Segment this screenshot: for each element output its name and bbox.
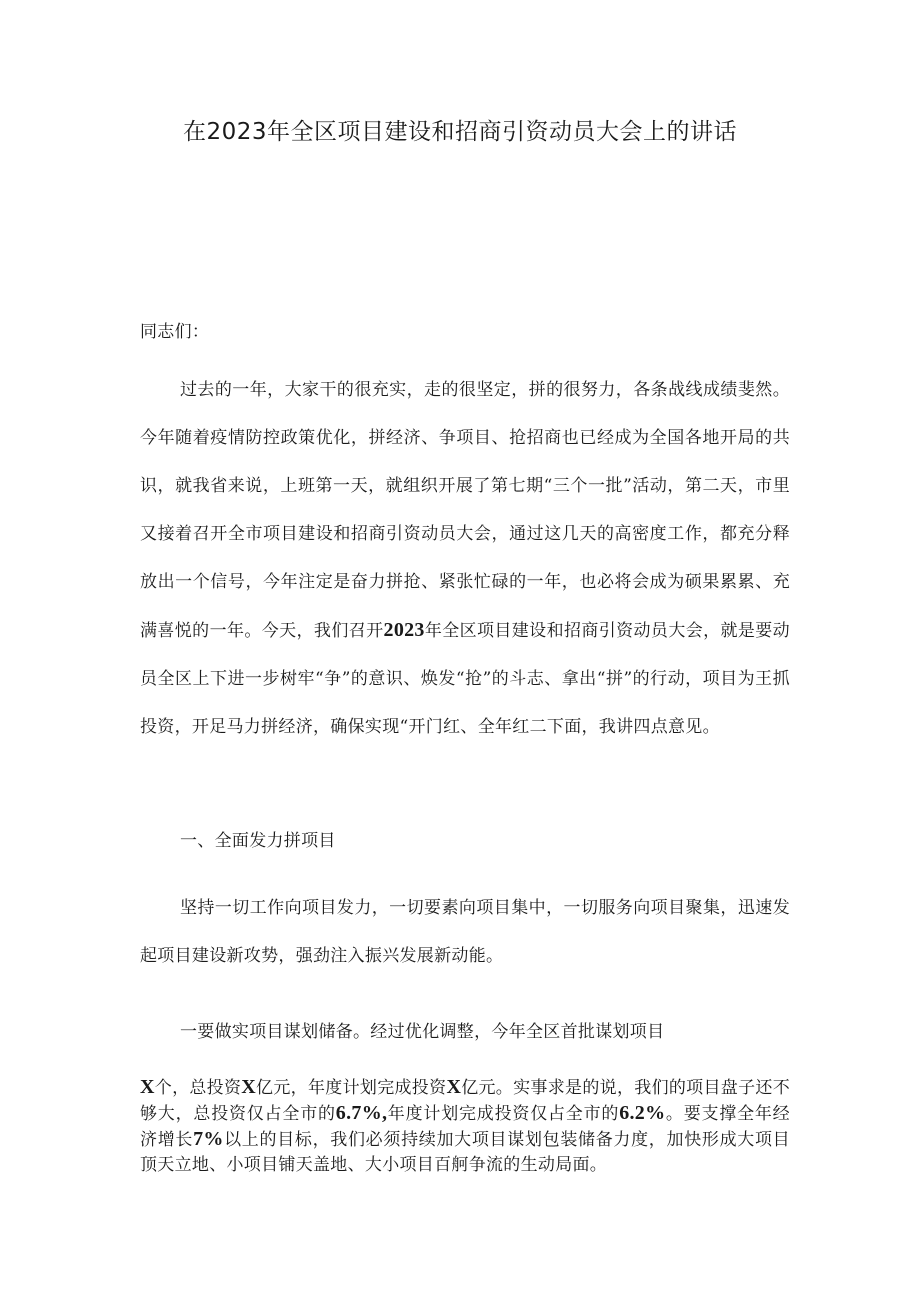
share-total-percent: 6.7%, [335, 1102, 388, 1124]
section-heading-1: 一、全面发力拼项目 [180, 831, 336, 851]
text-segment: 以上的目标，我们必须持续加大项目谋划包装储备力度，加快形成大项目顶天立地、小项目铺天盖地、大小项目百舸争流的生动局面。 [140, 1130, 790, 1175]
text-segment: 亿元，年度计划完成投资 [256, 1078, 447, 1098]
growth-target-percent: 7% [193, 1128, 224, 1150]
paragraph-section-1: 坚持一切工作向项目发力，一切要素向项目集中，一切服务向项目聚集，迅速发起项目建设新攻势，强劲注入振兴发展新动能。 [140, 898, 790, 966]
annual-investment-x: X [446, 1076, 462, 1098]
year-number: 2023 [383, 619, 425, 641]
text-segment: 。要支撑全年经济增长 [140, 1104, 790, 1150]
document-title: 在2023年全区项目建设和招商引资动员大会上的讲话 [182, 119, 738, 145]
paragraph-project-lead: 一要做实项目谋划储备。经过优化调整，今年全区首批谋划项目 [180, 1022, 665, 1042]
text-segment: 年度计划完成投资仅占全市的 [387, 1104, 620, 1124]
paragraph-project-body [140, 1075, 790, 1178]
paragraph-intro-text-b: 年全区项目建设和招商引资动员大会，就是要动员全区上下进一步树牢“争”的意识、焕发“抢”的斗志、拿出“拼”的行动，项目为王抓投资，开足马力拼经济，确保实现“开门红、全年红二下面，我讲四点意见。 [140, 621, 790, 737]
paragraph-intro-text-a: 过去的一年，大家干的很充实，走的很坚定，拼的很努力，各条战线成绩斐然。今年随着疫情防控政策优化，拼经济、争项目、抢招商也已经成为全国各地开局的共识，就我省来说，上班第一天，就组织开展了第七期“三个一批”活动，第二天，市里又接着召开全市项目建设和招商引资动员大会，通过这几天的高密度工作，都充分释放出一个信号，今年注定是奋力拼抢、紧张忙碌的一年，也必将会成为硕果累累、充满喜悦的一年。今天，我们召开 [140, 380, 790, 641]
text-segment: 亿元。实事求是的说，我们的项目盘子还不够大，总投资仅占全市的 [140, 1078, 791, 1124]
total-investment-x: X [241, 1076, 257, 1098]
salutation: 同志们： [140, 322, 210, 342]
text-segment: 个，总投资 [154, 1078, 242, 1098]
paragraph-intro [140, 366, 790, 751]
share-annual-percent: 6.2% [619, 1102, 666, 1124]
project-count-x: X [140, 1076, 155, 1098]
